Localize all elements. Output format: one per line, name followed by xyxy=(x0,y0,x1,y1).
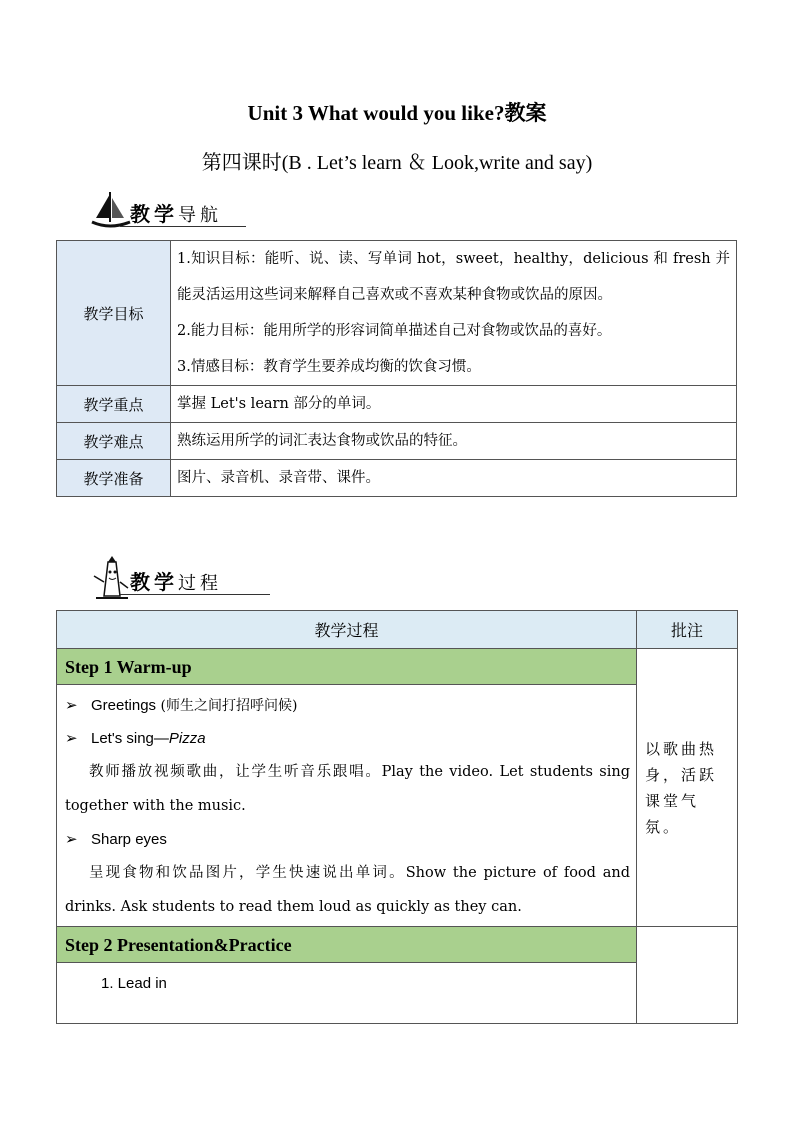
teaching-process-table xyxy=(56,610,738,1024)
key-point-row xyxy=(57,386,737,423)
goal-knowledge: 1.知识目标：能听、说、读、写单词 hot，sweet，healthy，delicious 和 fresh 并能灵活运用这些词来解释自己喜欢或不喜欢某种食物或饮品的原因。 xyxy=(177,251,730,303)
preparation-row xyxy=(57,460,737,497)
step1-title: Step 1 Warm-up xyxy=(57,649,637,685)
arrow-bullet-icon: ➢ xyxy=(65,831,78,848)
step1-content xyxy=(57,685,637,927)
note-column-header: 批注 xyxy=(637,611,738,649)
banner-label: 教学过程 xyxy=(130,570,222,594)
step2-title-row xyxy=(57,927,738,963)
teaching-process-banner xyxy=(90,556,270,600)
goals-label: 教学目标 xyxy=(57,241,171,386)
process-header-row xyxy=(57,611,738,649)
sailboat-icon xyxy=(90,188,132,230)
goal-ability: 2.能力目标：能用所学的形容词简单描述自己对食物或饮品的喜好。 xyxy=(177,323,612,339)
step1-title-row xyxy=(57,649,738,685)
arrow-bullet-icon: ➢ xyxy=(65,697,78,714)
step1-note: 以歌曲热身，活跃课堂气氛。 xyxy=(637,649,738,927)
key-point-value: 掌握 Let's learn 部分的单词。 xyxy=(171,386,737,423)
lesson-subtitle: 第四课时(B . Let’s learn ＆ Look,write and say) xyxy=(201,152,593,174)
sharp-eyes-instruction: 呈现食物和饮品图片，学生快速说出单词。Show the picture of food and drinks. Ask students to read them loud as quickly as they can. xyxy=(65,865,630,915)
bullet-sharp-eyes: ➢ Sharp eyes xyxy=(57,823,636,856)
banner-label: 教学导航 xyxy=(130,202,222,226)
lead-in-item: 1. Lead in xyxy=(57,963,637,1024)
banner-underline xyxy=(120,226,246,227)
key-point-label: 教学重点 xyxy=(57,386,171,423)
difficulty-value: 熟练运用所学的词汇表达食物或饮品的特征。 xyxy=(171,423,737,460)
difficulty-label: 教学难点 xyxy=(57,423,171,460)
preparation-label: 教学准备 xyxy=(57,460,171,497)
goal-emotion: 3.情感目标：教育学生要养成均衡的饮食习惯。 xyxy=(177,359,481,375)
goals-row xyxy=(57,241,737,386)
step2-note xyxy=(637,927,738,1024)
step1-content-row xyxy=(57,685,738,927)
banner-underline xyxy=(120,594,270,595)
preparation-value: 图片、录音机、录音带、课件。 xyxy=(171,460,737,497)
process-column-header: 教学过程 xyxy=(57,611,637,649)
document-title: Unit 3 What would you like?教案 xyxy=(247,101,547,125)
goals-content xyxy=(171,241,737,386)
step2-title: Step 2 Presentation&Practice xyxy=(57,927,637,963)
lesson-info-table xyxy=(56,240,737,497)
bullet-greetings: ➢ Greetings (师生之间打招呼问候) xyxy=(57,689,636,722)
step2-content-row xyxy=(57,963,738,1024)
difficulty-row xyxy=(57,423,737,460)
arrow-bullet-icon: ➢ xyxy=(65,730,78,747)
teaching-navigation-banner xyxy=(90,188,246,232)
bullet-lets-sing: ➢ Let's sing—Pizza xyxy=(57,722,636,755)
song-instruction: 教师播放视频歌曲，让学生听音乐跟唱。Play the video. Let students sing together with the music. xyxy=(65,764,630,814)
